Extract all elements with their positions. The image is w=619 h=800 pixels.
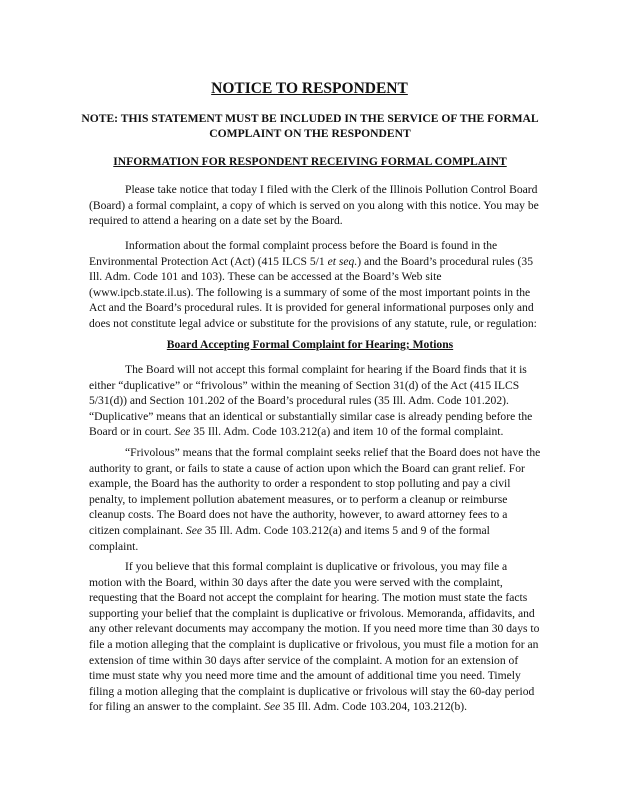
info-heading: INFORMATION FOR RESPONDENT RECEIVING FORMAL COMPLAINT (113, 155, 507, 168)
paragraph-motion (89, 559, 541, 715)
paragraph-information-text: Information about the formal complaint process before the Board is found in the Environmental Protection Act (Act) (415 ILCS 5/1 et seq.) and the Board’s procedural rules (35 Ill. Adm. Code 101 and 103). These can be accessed at the Board’s Web site (www.ipcb.state.il.us). The following is a summary of some of the most important points in the Act and the Board’s procedural rules. It is provided for general informational purposes only and does not constitute legal advice or substitute for the provisions of any statute, rule, or regulation: (89, 239, 537, 330)
service-note: NOTE: THIS STATEMENT MUST BE INCLUDED IN THE SERVICE OF THE FORMAL COMPLAINT ON THE RESPONDENT (81, 112, 539, 140)
paragraph-frivolous-text: “Frivolous” means that the formal complaint seeks relief that the Board does not have the authority to grant, or fails to state a cause of action upon which the Board can grant relief. For example, the Board has the authority to order a respondent to stop polluting and pay a civil penalty, to implement pollution abatement measures, or to perform a cleanup or reimburse cleanup costs. The Board does not have the authority, however, to award attorney fees to a citizen complainant. See 35 Ill. Adm. Code 103.212(a) and items 5 and 9 of the formal complaint. (89, 446, 541, 553)
document-title: NOTICE TO RESPONDENT (211, 80, 408, 97)
paragraph-information (89, 238, 541, 332)
paragraph-notice-text: Please take notice that today I filed with the Clerk of the Illinois Pollution Control Board (Board) a formal complaint, a copy of which is served on you along with this notice. You may be required to attend a hearing on a date set by the Board. (89, 183, 539, 228)
section-heading-accepting-complaint: Board Accepting Formal Complaint for Hearing; Motions (166, 338, 454, 351)
paragraph-frivolous (89, 445, 541, 554)
paragraph-duplicative (89, 362, 541, 440)
paragraph-duplicative-text: The Board will not accept this formal complaint for hearing if the Board finds that it is either “duplicative” or “frivolous” within the meaning of Section 31(d) of the Act (415 ILCS 5/31(d)) and Section 101.202 of the Board’s procedural rules (35 Ill. Adm. Code 101.202). “Duplicative” means that an identical or substantially similar case is already pending before the Board or in court. See 35 Ill. Adm. Code 103.212(a) and item 10 of the formal complaint. (89, 363, 533, 439)
paragraph-notice (89, 182, 541, 229)
paragraph-motion-text: If you believe that this formal complaint is duplicative or frivolous, you may file a motion with the Board, within 30 days after the date you were served with the complaint, requesting that the Board not accept the complaint for hearing. The motion must state the facts supporting your belief that the complaint is duplicative or frivolous. Memoranda, affidavits, and any other relevant documents may accompany the motion. If you need more time than 30 days to file a motion alleging that the complaint is duplicative or frivolous, you must file a motion for an extension of time within 30 days after service of the complaint. A motion for an extension of time must state why you need more time and the amount of additional time you need. Timely filing a motion alleging that the complaint is duplicative or frivolous will stay the 60-day period for filing an answer to the complaint. See 35 Ill. Adm. Code 103.204, 103.212(b). (89, 560, 540, 714)
